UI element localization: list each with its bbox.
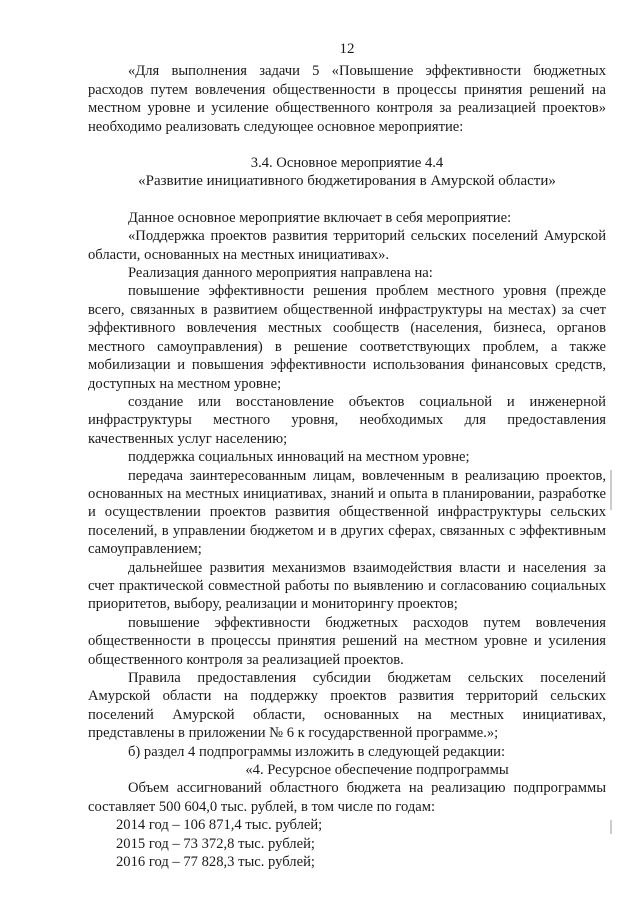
year-line: 2016 год – 77 828,3 тыс. рублей; <box>116 854 315 871</box>
funding-paragraph: Объем ассигнований областного бюджета на реализацию подпрограммы составляет 500 604,0 тыс. рублей, в том числе по годам: <box>88 780 606 815</box>
body-paragraph: Реализация данного мероприятия направлена на: <box>128 265 433 282</box>
intro-paragraph: «Для выполнения задачи 5 «Повышение эффективности бюджетных расходов путем вовлечения общественности в процессы принятия решений на местном уровне и усиление общественного контроля за реализацией проектов» необходимо реализовать следующее основное мероприятие: <box>88 63 606 135</box>
scan-artifact-line <box>610 470 612 510</box>
year-line: 2015 год – 73 372,8 тыс. рублей; <box>116 835 315 852</box>
body-paragraph: Данное основное мероприятие включает в себя мероприятие: <box>128 209 512 226</box>
section-heading-line1: 3.4. Основное мероприятие 4.4 <box>250 155 444 172</box>
body-paragraph: передача заинтересованным лицам, вовлеченным в реализацию проектов, основанных на местных инициативах, знаний и опыта в планировании, разработке и осуществлении проектов развития общественной инфраструктуры сельских поселений, в управлении бюджетом и в других сферах, связанных с эффективным самоуправлением; <box>88 467 606 558</box>
scan-artifact-line <box>610 820 612 834</box>
body-paragraph: дальнейшее развития механизмов взаимодействия власти и населения за счет практической совместной работы по выявлению и согласованию социальных приоритетов, выбору, реализации и мониторингу проектов; <box>88 559 606 613</box>
section-heading-line2: «Развитие инициативного бюджетирования в Амурской области» <box>138 173 556 190</box>
body-paragraph: создание или восстановление объектов социальной и инженерной инфраструктуры местного уровня, необходимых для предоставления качественных услуг населению; <box>88 393 606 447</box>
body-paragraph: повышение эффективности решения проблем местного уровня (прежде всего, связанных в развитием общественной инфраструктуры на местах) за счет эффективного вовлечения местных сообществ (населения, бизнеса, органов местного самоуправления) в решение соответствующих проблем, а также мобилизации и повышения эффективности использования финансовых средств, доступных на местном уровне; <box>88 283 606 392</box>
body-paragraph: поддержка социальных инноваций на местном уровне; <box>128 449 470 466</box>
body-paragraph: Правила предоставления субсидии бюджетам сельских поселений Амурской области на поддержку проектов развития территорий сельских поселений Амурской области, основанных на местных инициативах, представлены в приложении № 6 к государственной программе.»; <box>88 670 606 742</box>
body-paragraph: «Поддержка проектов развития территорий сельских поселений Амурской области, основанных на местных инициативах». <box>88 228 606 263</box>
body-paragraph: б) раздел 4 подпрограммы изложить в следующей редакции: <box>128 743 505 760</box>
page-number: 12 <box>339 41 355 57</box>
year-line: 2014 год – 106 871,4 тыс. рублей; <box>116 817 323 834</box>
body-paragraph: повышение эффективности бюджетных расходов путем вовлечения общественности в процессы принятия решений на местном уровне и усиления общественного контроля за реализацией проектов. <box>88 614 606 668</box>
resource-section-title: «4. Ресурсное обеспечение подпрограммы <box>245 762 509 779</box>
